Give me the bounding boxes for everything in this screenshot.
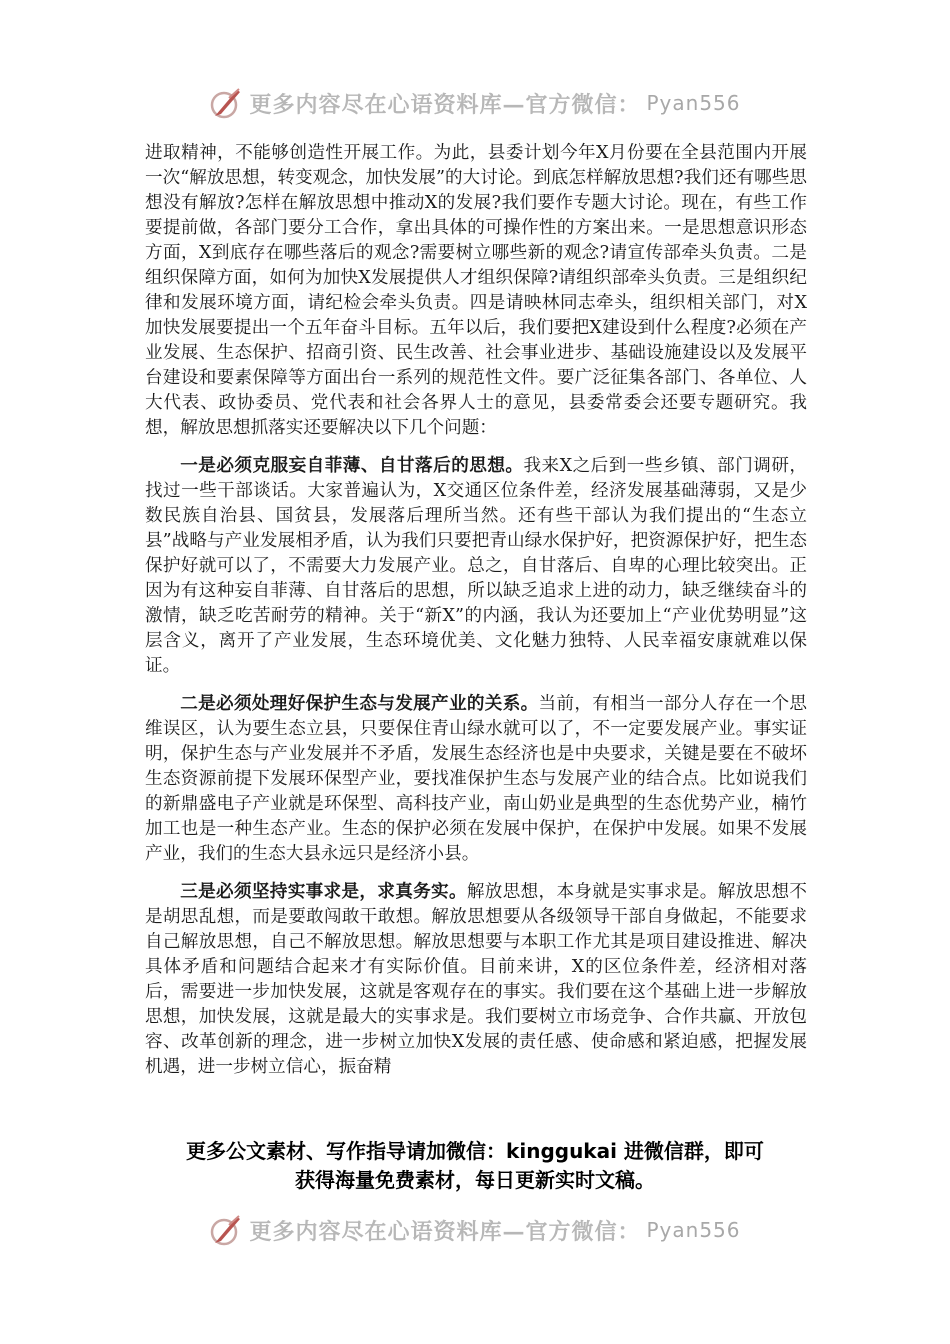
watermark-text: 更多内容尽在心语资料库—官方微信： xyxy=(249,91,641,118)
watermark-wechat-id: Pyan556 xyxy=(646,1218,741,1242)
quill-logo-icon xyxy=(209,1213,243,1247)
watermark-wechat-id: Pyan556 xyxy=(646,91,741,115)
promo-line-1: 更多公文素材、写作指导请加微信：kinggukai 进微信群，即可 xyxy=(186,1139,764,1163)
footer-watermark xyxy=(0,1213,950,1247)
point-three-heading: 三是必须坚持实事求是，求真务实。 xyxy=(180,881,467,902)
point-two-text: 当前，有相当一部分人存在一个思维误区，认为要生态立县，只要保住青山绿水就可以了，不一定要发展产业。事实证明，保护生态与产业发展并不矛盾，发展生态经济也是中央要求，关键是要在不破坏生态资源前提下发展环保型产业，要找准保护生态与发展产业的结合点。比如说我们的新鼎盛电子产业就是环保型、高科技产业，南山奶业是典型的生态优势产业，楠竹加工也是一种生态产业。生态的保护必须在发展中保护，在保护中发展。如果不发展产业，我们的生态大县永远只是经济小县。 xyxy=(145,694,807,864)
watermark-text: 更多内容尽在心语资料库—官方微信： xyxy=(249,1218,641,1245)
paragraph-point-one xyxy=(145,453,807,679)
paragraph-intro: 进取精神，不能够创造性开展工作。为此，县委计划今年X月份要在全县范围内开展一次“解放思想，转变观念，加快发展”的大讨论。到底怎样解放思想?我们还有哪些思想没有解放?怎样在解放思想中推动X的发展?我们要作专题大讨论。现在，有些工作要提前做，各部门要分工合作，拿出具体的可操作性的方案出来。一是思想意识形态方面，X到底存在哪些落后的观念?需要树立哪些新的观念?请宣传部牵头负责。二是组织保障方面，如何为加快X发展提供人才组织保障?请组织部牵头负责。三是组织纪律和发展环境方面，请纪检会牵头负责。四是请映林同志牵头，组织相关部门，对X加快发展要提出一个五年奋斗目标。五年以后，我们要把X建设到什么程度?必须在产业发展、生态保护、招商引资、民生改善、社会事业进步、基础设施建设以及发展平台建设和要素保障等方面出台一系列的规范性文件。要广泛征集各部门、各单位、人大代表、政协委员、党代表和社会各界人士的意见，县委常委会还要专题研究。我想，解放思想抓落实还要解决以下几个问题： xyxy=(145,143,807,438)
point-one-text: 我来X之后到一些乡镇、部门调研，找过一些干部谈话。大家普遍认为，X交通区位条件差，经济发展基础薄弱，又是少数民族自治县、国贫县，发展落后理所当然。还有些干部认为我们提出的“生态立县”战略与产业发展相矛盾，认为我们只要把青山绿水保护好，把资源保护好，把生态保护好就可以了，不需要大力发展产业。总之，自甘落后、自卑的心理比较突出。正因为有这种妄自菲薄、自甘落后的思想，所以缺乏追求上进的动力，缺乏继续奋斗的激情，缺乏吃苦耐劳的精神。关于“新X”的内涵，我认为还要加上“产业优势明显”这层含义，离开了产业发展，生态环境优美、文化魅力独特、人民幸福安康就难以保证。 xyxy=(145,456,807,676)
point-three-text: 解放思想，本身就是实事求是。解放思想不是胡思乱想，而是要敢闯敢干敢想。解放思想要从各级领导干部自身做起，不能要求自己解放思想，自己不解放思想。解放思想要与本职工作尤其是项目建设推进、解决具体矛盾和问题结合起来才有实际价值。目前来讲，X的区位条件差，经济相对落后，需要进一步加快发展，这就是客观存在的事实。我们要在这个基础上进一步解放思想，加快发展，这就是最大的实事求是。我们要树立市场竞争、合作共赢、开放包容、改革创新的理念，进一步树立加快X发展的责任感、使命感和紧迫感，把握发展机遇，进一步树立信心，振奋精 xyxy=(145,882,807,1077)
paragraph-point-three xyxy=(145,879,807,1080)
point-one-heading: 一是必须克服妄自菲薄、自甘落后的思想。 xyxy=(180,455,524,476)
point-two-heading: 二是必须处理好保护生态与发展产业的关系。 xyxy=(180,693,539,714)
promo-line-2: 获得海量免费素材，每日更新实时文稿。 xyxy=(295,1168,655,1192)
paragraph-point-two xyxy=(145,691,807,867)
header-watermark xyxy=(0,86,950,120)
quill-logo-icon xyxy=(209,86,243,120)
promo-banner xyxy=(0,1137,950,1195)
document-body xyxy=(145,141,807,1092)
